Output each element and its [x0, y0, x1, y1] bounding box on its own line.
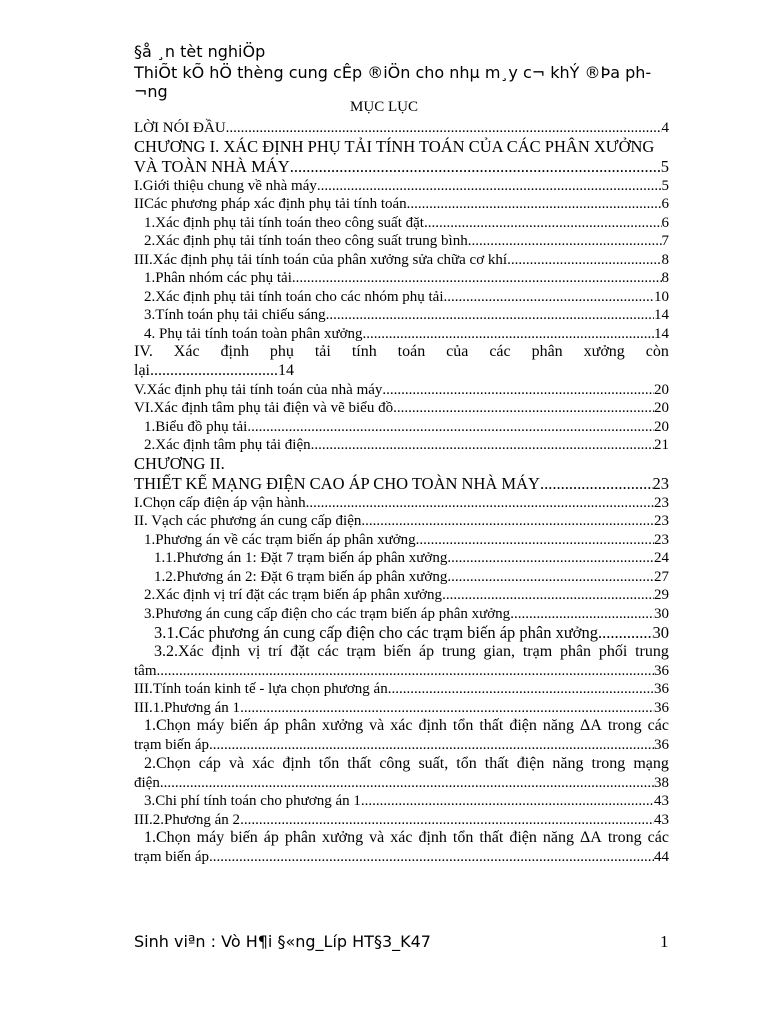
toc-entry-text: III.1.Phương án 1: [134, 699, 241, 716]
toc-leader: [306, 494, 654, 512]
toc-leader: [361, 792, 654, 810]
toc-leader: [447, 549, 654, 567]
toc-word: thất: [479, 829, 504, 846]
toc-word: thất: [484, 754, 509, 772]
toc-word: máy: [196, 717, 225, 734]
toc-leader: [326, 306, 654, 324]
toc-word: các: [647, 829, 669, 846]
toc-entry: [134, 214, 669, 233]
toc-page-number: 4: [661, 120, 669, 136]
toc-page-number: 24: [654, 550, 669, 566]
toc-word: xác: [390, 829, 413, 846]
toc-leader: [363, 325, 654, 343]
toc-word: xác: [390, 717, 413, 734]
toc-word: Xác: [173, 343, 200, 360]
toc-entry: [134, 325, 669, 344]
toc-leader: [416, 531, 654, 549]
toc-word: định: [418, 717, 447, 734]
toc-page-number: 6: [661, 214, 669, 231]
toc-entry: [134, 157, 669, 177]
toc-entry: [134, 269, 669, 288]
toc-leader: [444, 288, 654, 306]
toc-page-number: 30: [654, 605, 669, 622]
toc-word: suất,: [418, 754, 449, 772]
toc-word: phụ: [269, 343, 294, 360]
toc-page-number: 44: [654, 849, 669, 865]
toc-word: trung: [635, 642, 669, 660]
toc-page-number: 23: [654, 494, 669, 511]
toc-entry-text: 1.2.Phương án 2: Đặt 6 trạm biến áp phân xưởng: [154, 568, 448, 585]
toc-entry: [134, 195, 669, 214]
toc-page-number: 36: [654, 681, 669, 697]
toc-entry-justified: [134, 643, 669, 662]
toc-page-number: 8: [661, 270, 669, 286]
toc-word: phân: [284, 717, 316, 734]
toc-title: MỤC LỤC: [350, 99, 418, 115]
toc-entry: [134, 662, 669, 681]
toc-entry-text: V.Xác định phụ tải tính toán của nhà máy: [134, 381, 383, 398]
toc-page-number: 14: [654, 307, 669, 323]
toc-entry-text: VI.Xác định tâm phụ tải điện và vẽ biểu đồ: [134, 400, 394, 416]
toc-word: 3.2.Xác: [154, 642, 204, 660]
toc-entry: [134, 848, 669, 867]
toc-word: cáp: [198, 754, 221, 772]
toc-word: tổn: [452, 717, 474, 734]
toc-entry: [134, 512, 669, 531]
toc-entry-text: III.Tính toán kinh tế - lựa chọn phương án: [134, 681, 388, 697]
toc-entry-text: 2.Xác định phụ tải tính toán theo công suất trung bình: [144, 233, 468, 249]
toc-word: 1.Chọn: [144, 717, 191, 734]
toc-leader: [361, 512, 654, 530]
toc-leader: [447, 568, 654, 586]
toc-word: và: [369, 717, 385, 734]
toc-page-number: 5: [661, 177, 669, 194]
toc-page-number: 36: [654, 699, 669, 716]
toc-page-number: 21: [654, 437, 669, 453]
toc-entry: [134, 288, 669, 307]
toc-word: định: [211, 642, 241, 660]
toc-leader: [393, 399, 654, 417]
toc-entry: [134, 774, 669, 793]
toc-entry-text: I.Giới thiệu chung về nhà máy: [134, 177, 317, 194]
toc-word: phân: [559, 642, 592, 660]
toc-entry-text: điện: [134, 774, 160, 791]
toc-entry-text: IICác phương pháp xác định phụ tải tính toán: [134, 196, 407, 212]
toc-page-number: 27: [654, 568, 669, 585]
toc-entry: [134, 736, 669, 755]
toc-page-number: 23: [654, 513, 669, 529]
toc-word: áp: [263, 829, 279, 846]
toc-entry-text: trạm biến áp: [134, 737, 209, 753]
toc-entry-text: 3.Tính toán phụ tải chiếu sáng: [144, 307, 326, 323]
toc-word: mạng: [633, 754, 669, 772]
toc-word: biến: [383, 642, 412, 660]
toc-word: trung: [441, 642, 476, 660]
toc-word: còn: [645, 343, 669, 360]
toc-entry: CHƯƠNG I. XÁC ĐỊNH PHỤ TẢI TÍNH TOÁN CỦA CÁC PHÂN XƯỞNG: [134, 136, 655, 156]
toc-leader: [468, 232, 662, 250]
toc-leader: [247, 418, 654, 436]
toc-word: công: [379, 754, 411, 772]
toc-entry-text: 1.Biểu đồ phụ tải: [144, 418, 248, 435]
toc-entry-justified: [134, 343, 669, 362]
toc-word: 2.Chọn: [144, 754, 191, 772]
toc-word: phân: [531, 343, 563, 360]
toc-entry: [134, 119, 669, 138]
toc-leader: [388, 680, 654, 698]
toc-entry: [134, 474, 669, 494]
toc-word: toán: [397, 343, 426, 360]
toc-word: trong: [607, 717, 642, 734]
toc-entry: [134, 418, 669, 437]
toc-entry: [134, 586, 669, 605]
toc-leader: [157, 662, 655, 680]
toc-word: vị: [247, 642, 261, 660]
toc-entry: [134, 792, 669, 811]
toc-word: và: [369, 829, 385, 846]
toc-entry-text: 1.Xác định phụ tải tính toán theo công suất đặt: [144, 214, 424, 231]
toc-word: định: [220, 343, 249, 360]
toc-word: biến: [230, 717, 258, 734]
toc-page-number: 7: [661, 233, 669, 249]
toc-word: xác: [252, 754, 275, 772]
toc-leader: [407, 195, 662, 213]
toc-word: và: [228, 754, 245, 772]
toc-entry-text: 3.Phương án cung cấp điện cho các trạm biến áp phân xưởng: [144, 605, 511, 622]
toc-entry-text: 1.Phương án về các trạm biến áp phân xưởng: [144, 531, 416, 548]
toc-word: các: [317, 642, 339, 660]
toc-entry: [134, 381, 669, 400]
toc-word: tổn: [452, 829, 474, 846]
table-of-contents: [134, 119, 669, 867]
footer-page-number: 1: [660, 932, 669, 951]
toc-word: ΔA: [580, 717, 602, 734]
toc-word: tính: [351, 343, 377, 360]
toc-entry: [134, 232, 669, 251]
toc-word: trí: [268, 642, 283, 660]
toc-page-number: 14: [278, 362, 294, 379]
toc-page-number: 20: [654, 400, 669, 416]
toc-word: tổn: [456, 754, 477, 772]
toc-word: thất: [479, 717, 504, 734]
toc-page-number: 6: [661, 196, 669, 212]
toc-word: điện: [509, 717, 537, 734]
toc-entry: [134, 494, 669, 513]
toc-word: gian,: [483, 642, 516, 660]
toc-entry-text: VÀ TOÀN NHÀ MÁY: [134, 157, 290, 176]
toc-leader: [240, 699, 654, 717]
toc-page-number: 29: [654, 587, 669, 603]
toc-word: trong: [591, 754, 626, 772]
toc-word: các: [647, 717, 669, 734]
toc-word: trạm: [346, 642, 376, 660]
toc-entry-text: tâm: [134, 662, 157, 679]
toc-entry: [134, 549, 669, 568]
toc-entry: [134, 177, 669, 196]
toc-entry: [134, 436, 669, 455]
toc-word: năng: [552, 754, 584, 772]
toc-leader: [598, 623, 652, 642]
toc-entry: [134, 623, 669, 643]
toc-word: đặt: [290, 642, 310, 660]
toc-word: trong: [607, 829, 642, 846]
toc-leader: [240, 811, 654, 829]
toc-entry-text: I.Chọn cấp điện áp vận hành: [134, 494, 306, 511]
toc-word: trạm: [522, 642, 553, 660]
toc-entry-text: lại: [134, 362, 150, 379]
toc-word: năng: [542, 829, 574, 846]
toc-page-number: 36: [654, 737, 669, 753]
toc-leader: ................................: [150, 362, 278, 379]
toc-page-number: 38: [654, 774, 669, 791]
toc-page-number: 10: [654, 288, 669, 305]
toc-page-number: 36: [654, 662, 669, 679]
toc-page-number: 20: [654, 418, 669, 435]
toc-page-number: 43: [654, 811, 669, 828]
toc-entry-justified: [134, 829, 669, 848]
toc-entry-text: III.Xác định phụ tải tính toán của phân xưởng sửa chữa cơ khí: [134, 251, 508, 268]
toc-entry-text: 3.1.Các phương án cung cấp điện cho các trạm biến áp phân xưởng: [154, 623, 599, 642]
document-header-subtitle-cont: ¬ng: [134, 82, 168, 101]
toc-entry: [134, 399, 669, 418]
document-header-title: §å ¸n tèt nghiÖp: [134, 42, 266, 61]
toc-word: xưởng: [583, 343, 625, 360]
toc-entry: [134, 680, 669, 699]
toc-leader: [292, 269, 662, 287]
toc-entry-text: 1.Phân nhóm các phụ tải: [144, 270, 292, 286]
toc-word: phối: [598, 642, 628, 660]
toc-leader: [160, 774, 654, 792]
toc-entry: [134, 362, 669, 381]
toc-word: điện: [509, 829, 537, 846]
toc-word: máy: [196, 829, 225, 846]
toc-word: thất: [347, 754, 372, 772]
toc-word: xưởng: [321, 829, 364, 846]
footer-student-info: Sinh viªn : Vò H¶i §«ng_Líp HT§3_K47: [134, 932, 431, 951]
toc-leader: [209, 736, 654, 754]
toc-leader: [424, 214, 662, 232]
toc-leader: [209, 848, 654, 866]
toc-word: của: [446, 343, 469, 360]
toc-entry-text: 2.Xác định tâm phụ tải điện: [144, 437, 311, 453]
toc-word: định: [282, 754, 311, 772]
toc-chapter-heading: CHƯƠNG II.: [134, 453, 225, 473]
toc-word: điện: [516, 754, 545, 772]
toc-entry: [134, 306, 669, 325]
toc-word: xưởng: [321, 717, 364, 734]
toc-entry: [134, 605, 669, 624]
toc-word: áp: [419, 642, 435, 660]
toc-leader: [507, 251, 661, 269]
toc-entry-justified: [134, 755, 669, 774]
toc-leader: [510, 605, 654, 623]
toc-entry-text: trạm biến áp: [134, 849, 209, 865]
toc-entry-text: LỜI NÓI ĐẦU: [134, 120, 226, 136]
toc-entry-text: 2.Xác định phụ tải tính toán cho các nhóm phụ tải: [144, 288, 444, 305]
toc-entry-text: III.2.Phương án 2: [134, 811, 241, 828]
toc-entry-text: 1.1.Phương án 1: Đặt 7 trạm biến áp phân xưởng: [154, 550, 448, 566]
toc-entry: [134, 699, 669, 718]
toc-word: áp: [263, 717, 279, 734]
toc-entry: [134, 531, 669, 550]
toc-page-number: 23: [652, 474, 669, 493]
toc-entry-text: 3.Chi phí tính toán cho phương án 1: [144, 793, 361, 809]
toc-entry-text: 4. Phụ tải tính toán toàn phân xưởng: [144, 325, 363, 342]
toc-page-number: 5: [660, 157, 669, 176]
toc-entry-text: II. Vạch các phương án cung cấp điện: [134, 513, 362, 529]
toc-word: IV.: [134, 343, 153, 360]
toc-leader: [311, 436, 654, 454]
toc-entry-text: 2.Xác định vị trí đặt các trạm biến áp phân xưởng: [144, 587, 443, 603]
toc-leader: [226, 119, 662, 137]
toc-page-number: 43: [654, 793, 669, 809]
toc-entry: [134, 811, 669, 830]
toc-leader: [442, 586, 654, 604]
toc-entry-justified: [134, 717, 669, 736]
toc-word: tổn: [318, 754, 340, 772]
toc-word: phân: [284, 829, 316, 846]
toc-page-number: 23: [654, 531, 669, 548]
toc-leader: [317, 177, 662, 195]
toc-word: năng: [542, 717, 574, 734]
toc-page-number: 20: [654, 381, 669, 398]
toc-word: 1.Chọn: [144, 829, 191, 846]
toc-page-number: 30: [652, 623, 669, 642]
toc-entry-text: THIẾT KẾ MẠNG ĐIỆN CAO ÁP CHO TOÀN NHÀ MÁY: [134, 474, 540, 493]
toc-page-number: 8: [661, 251, 669, 268]
toc-leader: [290, 157, 661, 176]
toc-page-number: 14: [654, 325, 669, 342]
toc-entry: [134, 251, 669, 270]
toc-entry: [134, 568, 669, 587]
toc-leader: [540, 474, 653, 493]
toc-word: biến: [230, 829, 258, 846]
toc-word: định: [418, 829, 447, 846]
toc-leader: [382, 381, 654, 399]
toc-word: các: [489, 343, 511, 360]
document-header-subtitle: ThiÕt kÕ hÖ thèng cung cÊp ®iÖn cho nhµ m¸y c¬ khÝ ®Þa ph-: [134, 63, 652, 82]
toc-word: tải: [314, 343, 331, 360]
toc-word: ΔA: [580, 829, 602, 846]
